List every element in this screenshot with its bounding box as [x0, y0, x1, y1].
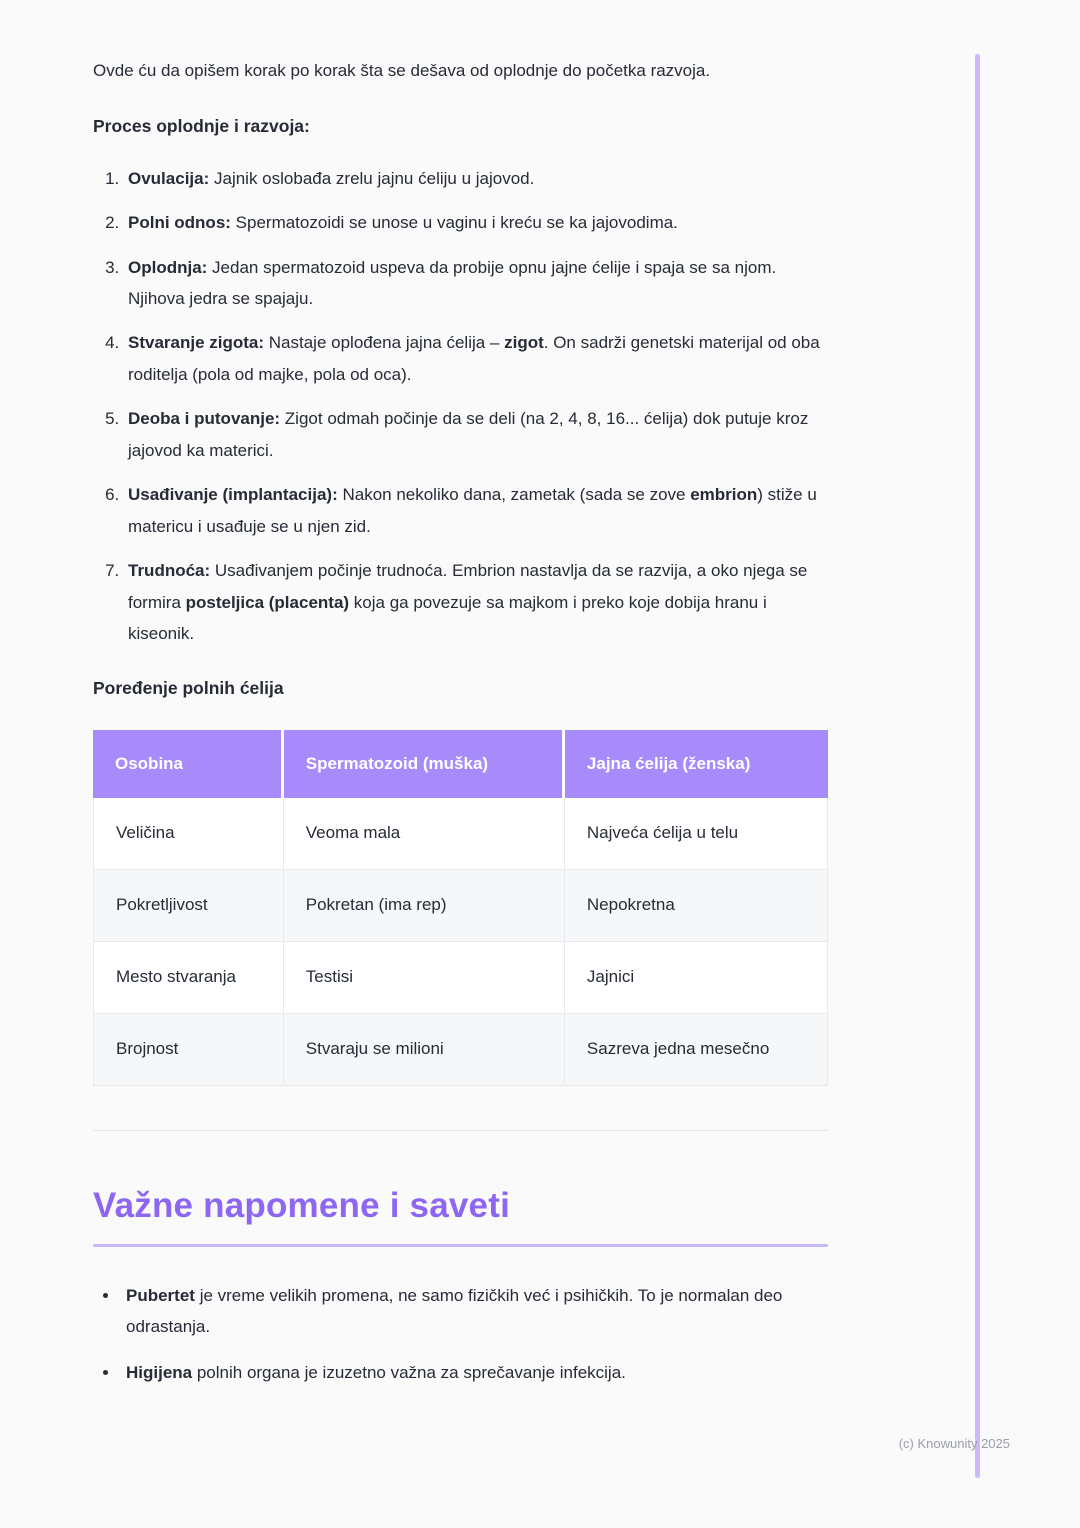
table-cell: Pokretan (ima rep) — [284, 870, 565, 942]
process-step — [124, 163, 828, 194]
table-cell: Brojnost — [93, 1014, 284, 1086]
step-text: Jedan spermatozoid uspeva da probije opnu jajne ćelije i spaja se sa njom. Njihova jedra se spajaju. — [128, 257, 777, 308]
table-row — [93, 870, 828, 942]
table-cell: Stvaraju se milioni — [284, 1014, 565, 1086]
process-steps-list — [93, 163, 828, 650]
table-header-cell: Jajna ćelija (ženska) — [565, 730, 828, 798]
step-bold-text: embrion — [690, 485, 758, 505]
process-step — [124, 207, 828, 238]
step-text: Usađivanjem počinje trudnoća. Embrion nastavlja da se razvija, a oko njega se formira — [128, 561, 808, 612]
step-text: Nakon nekoliko dana, zametak (sada se zove — [337, 485, 691, 505]
table-row — [93, 798, 828, 870]
step-text: Zigot odmah počinje da se deli (na 2, 4, 8, 16... ćelija) dok putuje kroz jajovod ka materici. — [128, 409, 809, 460]
notes-title-underline — [93, 1244, 828, 1247]
step-text: Jajnik oslobađa zrelu jajnu ćeliju u jajovod. — [209, 168, 535, 188]
step-term: Polni odnos: — [128, 213, 231, 233]
step-text: koja ga povezuje sa majkom i preko koje dobija hranu i kiseonik. — [128, 592, 767, 643]
section-divider — [93, 1130, 828, 1131]
step-term: Deoba i putovanje: — [128, 409, 281, 429]
comparison-heading: Poređenje polnih ćelija — [93, 678, 284, 699]
table-header-row — [93, 730, 828, 798]
step-text: ) stiže u matericu i usađuje se u njen zid. — [128, 485, 817, 536]
table-row — [93, 942, 828, 1014]
table-cell: Veoma mala — [284, 798, 565, 870]
table-cell: Najveća ćelija u telu — [565, 798, 828, 870]
note-item — [120, 1357, 828, 1388]
step-term: Usađivanje (implantacija): — [128, 485, 338, 505]
note-text: polnih organa je izuzetno važna za sprečavanje infekcija. — [192, 1362, 626, 1382]
process-step — [124, 555, 828, 649]
step-term: Stvaranje zigota: — [128, 333, 265, 353]
table-cell: Pokretljivost — [93, 870, 284, 942]
step-text: Spermatozoidi se unose u vaginu i kreću se ka jajovodima. — [230, 213, 678, 233]
step-term: Oplodnja: — [128, 257, 208, 277]
copyright-watermark: (c) Knowunity 2025 — [898, 1436, 1010, 1451]
table-cell: Testisi — [284, 942, 565, 1014]
table-header-cell: Osobina — [93, 730, 284, 798]
step-text: Nastaje oplođena jajna ćelija – — [264, 333, 505, 353]
page-accent-bar — [975, 54, 980, 1478]
step-term: Ovulacija: — [128, 168, 210, 188]
note-item — [120, 1280, 828, 1343]
step-bold-text: posteljica (placenta) — [185, 592, 350, 612]
process-step — [124, 403, 828, 466]
process-heading: Proces oplodnje i razvoja: — [93, 116, 310, 137]
process-step — [124, 252, 828, 315]
step-term: Trudnoća: — [128, 561, 211, 581]
table-cell: Veličina — [93, 798, 284, 870]
table-header-cell: Spermatozoid (muška) — [284, 730, 565, 798]
step-text: . On sadrži genetski materijal od oba roditelja (pola od majke, pola od oca). — [128, 333, 820, 384]
table-row — [93, 1014, 828, 1086]
note-term: Pubertet — [126, 1285, 195, 1305]
comparison-table-body — [93, 798, 828, 1086]
step-bold-text: zigot — [504, 333, 544, 353]
table-cell: Mesto stvaranja — [93, 942, 284, 1014]
comparison-table — [93, 730, 828, 1086]
table-cell: Nepokretna — [565, 870, 828, 942]
notes-section-title: Važne napomene i saveti — [93, 1185, 510, 1225]
document-content — [93, 55, 828, 1402]
table-cell: Sazreva jedna mesečno — [565, 1014, 828, 1086]
comparison-table-header — [93, 730, 828, 798]
intro-paragraph: Ovde ću da opišem korak po korak šta se dešava od oplodnje do početka razvoja. — [93, 61, 711, 80]
note-text: je vreme velikih promena, ne samo fizičkih već i psihičkih. To je normalan deo odrastanja. — [126, 1285, 783, 1337]
note-term: Higijena — [126, 1362, 193, 1382]
notes-list — [93, 1280, 828, 1388]
process-step — [124, 479, 828, 542]
process-step — [124, 327, 828, 390]
table-cell: Jajnici — [565, 942, 828, 1014]
